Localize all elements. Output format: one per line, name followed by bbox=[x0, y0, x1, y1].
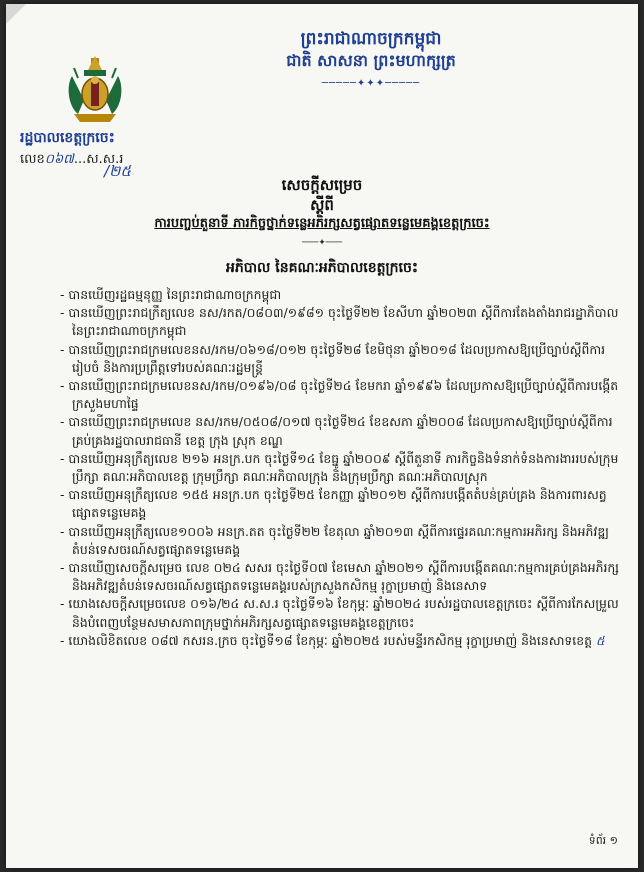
list-item: - បានឃើញអនុក្រឹត្យលេខ ១៥៥ អនក្រ.បក ចុះថ្ងៃទី២៥ ខែកញ្ញា ឆ្នាំ២០១២ ស្តីពីការបង្កើតតំបន់គ្រប់គ្រង និងការពារសត្វផ្សោតទន្លេមេគង្គ bbox=[60, 487, 607, 521]
handwritten-mark: ៥ bbox=[595, 632, 605, 648]
list-item: - បានឃើញសេចក្តីសម្រេច លេខ ០២៤ សសរ ចុះថ្ងៃទី០៧ ខែមេសា ឆ្នាំ២០២១ ស្តីពីការបង្កើតគណៈកម្មការគ្រប់គ្រងអភិរក្ស និងអភិវឌ្ឍតំបន់ទេសចរណ៍សត្វផ្សោតទន្លេមេគង្គរបស់ក្រសួងកសិកម្ម រុក្ខាប្រមាញ់ និងនេសាទ bbox=[60, 560, 619, 594]
document-page bbox=[6, 4, 638, 868]
national-motto: ជាតិ សាសនា ព្រះមហាក្សត្រ bbox=[286, 51, 456, 70]
page-number: ទំព័រ ១ bbox=[588, 834, 618, 847]
list-item: - បានឃើញអនុក្រឹត្យលេខ១០០៦ អនក្រ.តត ចុះថ្ងៃទី២២ ខែតុលា ឆ្នាំ២០១៣ ស្តីពីការផ្ទេរគណៈកម្មការអភិរក្ស និងអភិវឌ្ឍតំបន់ទេសចរណ៍សត្វផ្សោតទន្លេមេគង្គ bbox=[60, 523, 609, 557]
header-ornament: ─────✦✦✦───── bbox=[321, 78, 421, 89]
ref-label: លេខ bbox=[20, 152, 45, 167]
issuing-authority: អភិបាល នៃគណៈអភិបាលខេត្តក្រចេះ bbox=[225, 260, 419, 276]
list-item: - យោងសេចក្តីសម្រេចលេខ ០១៦/២៤ ស.ស.រ ចុះថ្ងៃទី១៦ ខែកុម្ភៈ ឆ្នាំ២០២៤ របស់រដ្ឋបាលខេត្តក្រចេះ ស្តីពីការកែសម្រួល និងបំពេញបន្ថែមសមាសភាពក្រុមថ្នាក់អភិរក្សសត្វផ្សោតទន្លេមេគង្គខេត្តក្រចេះ bbox=[60, 596, 619, 630]
folded-corner bbox=[6, 4, 26, 24]
kingdom-header bbox=[206, 28, 536, 89]
document-about: ស្តីពី bbox=[310, 196, 334, 214]
legal-basis-list bbox=[60, 286, 630, 650]
ref-number-handwritten: ០៦៧ bbox=[44, 152, 74, 167]
list-item: - បានឃើញព្រះរាជក្រមលេខនស/រកម/០៦១៨/០១២ ចុះថ្ងៃទី២៨ ខែមិថុនា ឆ្នាំ២០១៨ ដែលប្រកាសឱ្យប្រើច្បាប់ស្តីពីការរៀបចំ និងការប្រព្រឹត្តទៅរបស់គណៈរដ្ឋមន្ត្រី bbox=[60, 341, 606, 375]
ref-suffix: ...ស.ស.រ bbox=[73, 152, 124, 167]
list-item: - បានឃើញរដ្ឋធម្មនុញ្ញ នៃព្រះរាជាណាចក្រកម្ពុជា bbox=[60, 287, 282, 302]
province-administration: រដ្ឋបាលខេត្តក្រចេះ bbox=[20, 130, 115, 146]
list-item: - បានឃើញអនុក្រឹត្យលេខ ២១៦ អនក្រ.បក ចុះថ្ងៃទី១៤ ខែធ្នូ ឆ្នាំ២០០៩ ស្តីពីតួនាទី ភារកិច្ចនិងទំនាក់ទំនងការងាររបស់ក្រុមប្រឹក្សា គណៈអភិបាលខេត្ត ក្រុមប្រឹក្សា គណៈអភិបាលក្រុង និងក្រុមប្រឹក្សា គណៈអភិបាលស្រុក bbox=[60, 450, 619, 485]
list-item-text: - យោងលិខិតលេខ ០៨៧ កសរន.ក្រច ចុះថ្ងៃទី១៨ ខែកុម្ភៈ ឆ្នាំ២០២៥ របស់មន្ទីរកសិកម្ម រុក្ខាប្រមាញ់ និងនេសាទខេត្ត bbox=[60, 632, 592, 648]
kingdom-title: ព្រះរាជាណាចក្រកម្ពុជា bbox=[300, 29, 442, 49]
ref-handwritten-year: /២៥ bbox=[104, 162, 132, 180]
list-item: - បានឃើញព្រះរាជក្រឹត្យលេខ នស/រកត/០៨០៣/១៩៨១ ចុះថ្ងៃទី២២ ខែសីហា ឆ្នាំ២០២៣ ស្តីពីការតែងតាំងរាជរដ្ឋាភិបាល នៃព្រះរាជាណាចក្រកម្ពុជា bbox=[60, 305, 619, 339]
list-item: - បានឃើញព្រះរាជក្រមលេខ នស/រកម/០៥០៨/០១៧ ចុះថ្ងៃទី២៤ ខែឧសភា ឆ្នាំ២០០៨ ដែលប្រកាសឱ្យប្រើច្បាប់ស្តីពីការគ្រប់គ្រងរដ្ឋបាលរាជធានី ខេត្ត ក្រុង ស្រុក ខណ្ឌ bbox=[60, 414, 613, 448]
document-subject: ការបញ្ចប់តួនាទី ភារកិច្ចថ្នាក់ទន្លេអភិរក្សសត្វផ្សោតទន្លេមេគង្គខេត្តក្រចេះ bbox=[154, 216, 490, 231]
title-divider: ───✦─── bbox=[301, 238, 343, 248]
list-item-last bbox=[60, 632, 630, 650]
royal-coat-of-arms-icon bbox=[64, 56, 126, 124]
list-item: - បានឃើញព្រះរាជក្រមលេខនស/រកម/០១៩៦/០៨ ចុះថ្ងៃទី២៤ ខែមករា ឆ្នាំ១៩៩៦ ដែលប្រកាសឱ្យប្រើច្បាប់ស្តីពីការបង្កើតក្រសួងមហាផ្ទៃ bbox=[60, 378, 619, 412]
document-type: សេចក្តីសម្រេច bbox=[281, 176, 363, 194]
